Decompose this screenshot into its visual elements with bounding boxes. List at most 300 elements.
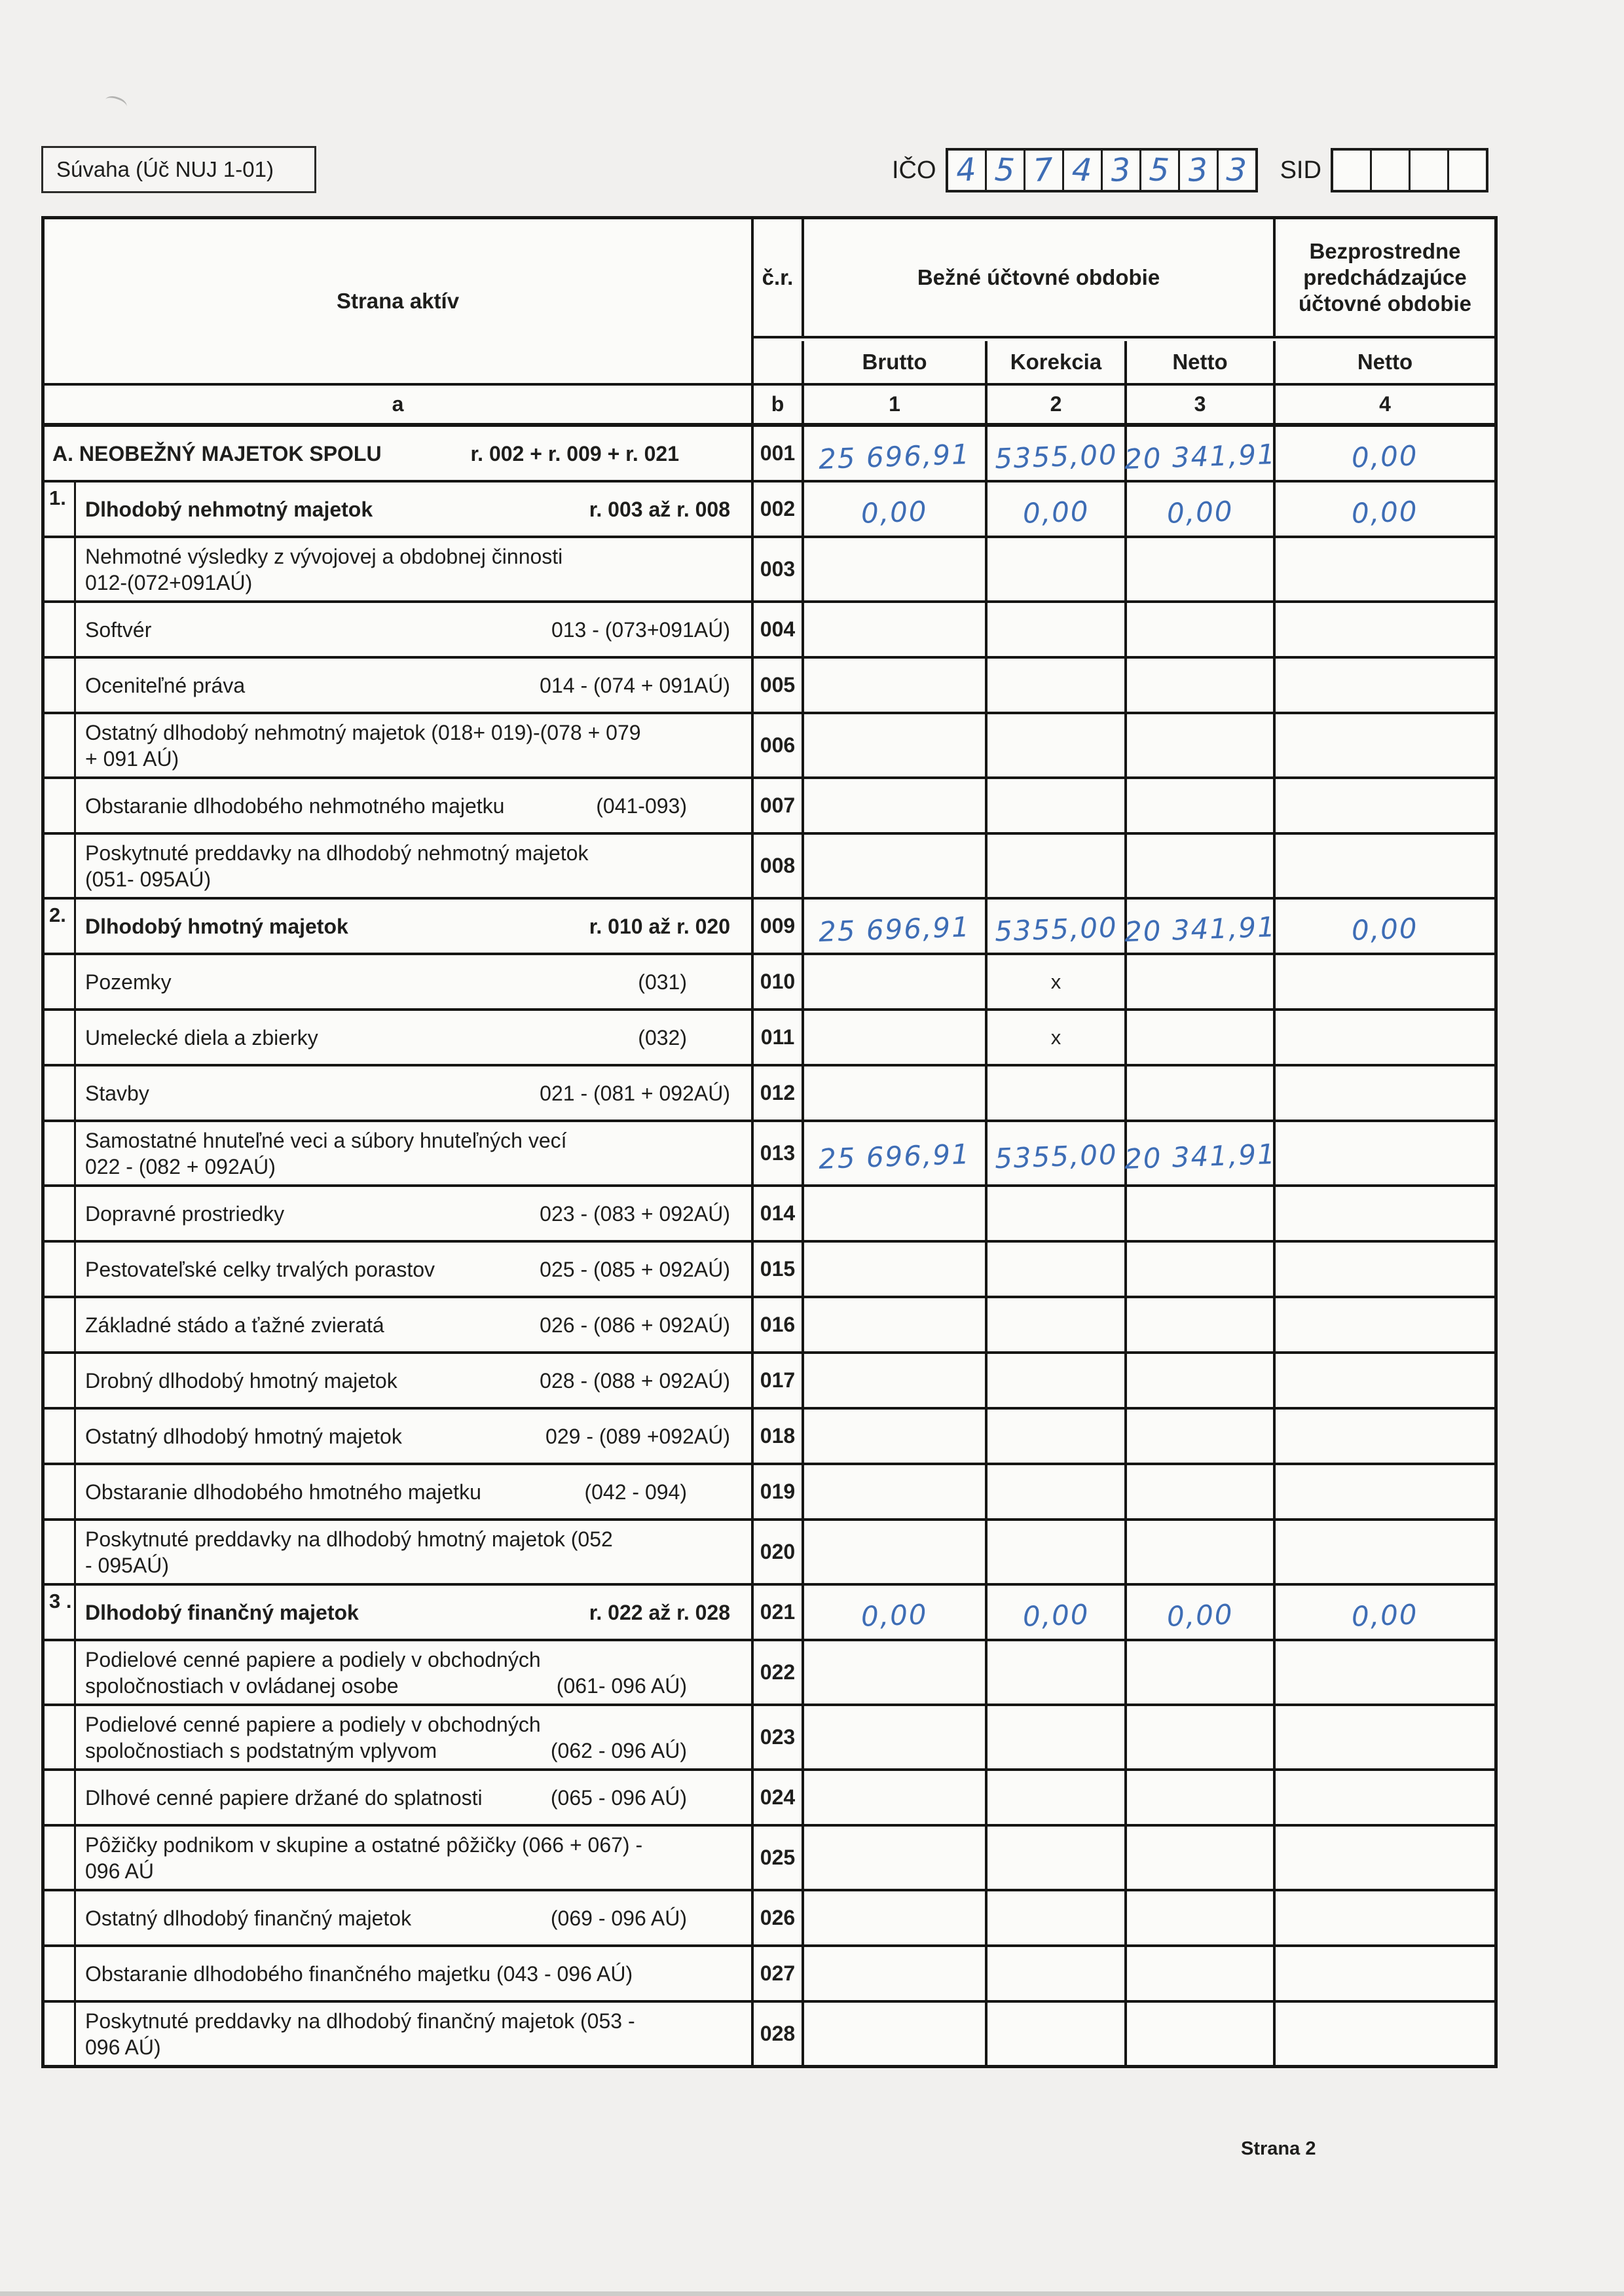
- row-section-index: [45, 659, 76, 712]
- table-body: [45, 427, 1494, 2065]
- row-number: 019: [754, 1465, 804, 1518]
- not-applicable-mark: x: [1050, 1025, 1061, 1049]
- row-number: 021: [754, 1586, 804, 1639]
- handwritten-value: 0,00: [1022, 495, 1090, 530]
- value-cell: [1127, 1521, 1276, 1583]
- row-number: 023: [754, 1706, 804, 1768]
- value-cell: [987, 1947, 1127, 2000]
- table-row: [45, 538, 1494, 603]
- row-label-cell: [76, 1122, 754, 1184]
- value-cell: [987, 1465, 1127, 1518]
- row-label: Dlhodobý hmotný majetok: [85, 914, 348, 938]
- row-section-index: 3 .: [45, 1586, 76, 1639]
- digit-box: [1333, 151, 1372, 190]
- value-cell: [804, 538, 987, 600]
- row-label-cell: [76, 1521, 754, 1583]
- value-cell: [987, 1066, 1127, 1120]
- table-row: [45, 2003, 1494, 2065]
- table-row: [45, 1521, 1494, 1586]
- row-number: 012: [754, 1066, 804, 1120]
- row-number: 028: [754, 2003, 804, 2065]
- value-cell: [804, 1771, 987, 1824]
- value-cell: [1123, 900, 1277, 953]
- row-label: Dlhové cenné papiere držané do splatnosti: [85, 1785, 483, 1810]
- table-row: [45, 1298, 1494, 1354]
- row-label: Pestovateľské celky trvalých porastov: [85, 1257, 435, 1281]
- table-row: [45, 714, 1494, 779]
- digit-box: [1025, 151, 1064, 190]
- row-label-cell: [76, 1298, 754, 1351]
- row-label-cell: [76, 2003, 754, 2065]
- value-cell: [804, 1947, 987, 2000]
- row-label-line2: (051- 095AÚ): [85, 867, 212, 891]
- value-cell: [804, 1891, 987, 1944]
- row-number: 003: [754, 538, 804, 600]
- row-account-formula: (041-093): [596, 793, 687, 818]
- value-cell: [987, 427, 1127, 480]
- value-cell: [804, 779, 987, 832]
- value-cell: [987, 1641, 1127, 1704]
- row-label-line2: 022 - (082 + 092AÚ): [85, 1154, 276, 1178]
- value-cell: [1276, 538, 1494, 600]
- handwritten-digit: 3: [1225, 151, 1248, 189]
- row-number: 017: [754, 1354, 804, 1407]
- row-label-line2: 012-(072+091AÚ): [85, 570, 253, 594]
- row-label-line2: + 091 AÚ): [85, 746, 179, 771]
- row-section-index: [45, 1298, 76, 1351]
- row-account-formula: (042 - 094): [584, 1480, 687, 1504]
- column-letter-row: [45, 386, 1494, 427]
- header-row-number: č.r.: [754, 219, 804, 338]
- value-cell: [1127, 1771, 1276, 1824]
- row-section-index: [45, 1827, 76, 1889]
- row-label-cell: [76, 1706, 754, 1768]
- row-section-index: [45, 835, 76, 897]
- value-cell: [804, 1243, 987, 1296]
- value-cell: [1276, 1410, 1494, 1463]
- col-letter-b: b: [754, 386, 804, 423]
- row-label-line2: - 095AÚ): [85, 1553, 170, 1577]
- value-cell: [987, 538, 1127, 600]
- header-previous-line2: predchádzajúce: [1303, 265, 1467, 289]
- row-label-cell: [76, 714, 754, 776]
- value-cell: [1127, 1947, 1276, 2000]
- value-cell: [1276, 1354, 1494, 1407]
- row-section-index: [45, 538, 76, 600]
- row-label: Drobný dlhodobý hmotný majetok: [85, 1368, 397, 1393]
- value-cell: [1127, 1298, 1276, 1351]
- form-title-box: [41, 146, 316, 193]
- table-row: [45, 1066, 1494, 1122]
- row-number: 004: [754, 603, 804, 656]
- row-label-line2: spoločnostiach v ovládanej osobe: [85, 1673, 399, 1698]
- row-section-index: [45, 714, 76, 776]
- sid-boxes: [1331, 148, 1488, 192]
- row-number: 014: [754, 1187, 804, 1240]
- value-cell: [1276, 1187, 1494, 1240]
- row-label: Oceniteľné práva: [85, 673, 246, 697]
- row-section-index: [45, 1410, 76, 1463]
- value-cell: [1123, 1122, 1277, 1184]
- handwritten-digit: 5: [1148, 151, 1171, 189]
- row-label-cell: [76, 1187, 754, 1240]
- row-label-cell: [76, 835, 754, 897]
- row-account-formula: 021 - (081 + 092AÚ): [540, 1081, 730, 1105]
- value-cell: [1276, 1465, 1494, 1518]
- row-account-formula: 025 - (085 + 092AÚ): [540, 1257, 730, 1281]
- row-section-index: [45, 603, 76, 656]
- value-cell: [987, 603, 1127, 656]
- value-cell: [1276, 1298, 1494, 1351]
- value-cell: [804, 1187, 987, 1240]
- row-section-index: [45, 1641, 76, 1704]
- row-label-cell: [76, 1947, 754, 2000]
- value-cell: [1127, 1827, 1276, 1889]
- table-row: [45, 1465, 1494, 1521]
- handwritten-digit: 7: [1032, 151, 1055, 189]
- value-cell: [1276, 1706, 1494, 1768]
- handwritten-digit: 5: [993, 151, 1016, 189]
- digit-box: [1219, 151, 1255, 190]
- row-section-index: [45, 1891, 76, 1944]
- value-cell: [804, 1465, 987, 1518]
- value-cell: [804, 900, 987, 953]
- handwritten-value: 20 341,91: [1123, 1137, 1277, 1176]
- value-cell: [804, 1827, 987, 1889]
- value-cell: [804, 1066, 987, 1120]
- row-label: Dopravné prostriedky: [85, 1201, 285, 1226]
- header-netto: Netto: [1127, 341, 1276, 383]
- row-number: 013: [754, 1122, 804, 1184]
- handwritten-digit: 3: [1187, 151, 1209, 189]
- row-label: Dlhodobý finančný majetok: [85, 1600, 359, 1624]
- page-number: Strana 2: [1241, 2138, 1316, 2159]
- value-cell: [1276, 1243, 1494, 1296]
- table-row: [45, 779, 1494, 835]
- value-cell: [1127, 538, 1276, 600]
- row-label-cell: [76, 900, 754, 953]
- value-cell: [987, 2003, 1127, 2065]
- table-row: [45, 835, 1494, 900]
- value-cell: [1127, 1410, 1276, 1463]
- value-cell: [1127, 1586, 1276, 1639]
- row-label-cell: [76, 1465, 754, 1518]
- value-cell: [1127, 1891, 1276, 1944]
- row-account-formula: (069 - 096 AÚ): [550, 1906, 687, 1930]
- row-label: Softvér: [85, 617, 152, 642]
- handwritten-digit: 4: [955, 151, 978, 189]
- value-cell: [987, 955, 1127, 1008]
- row-number: 001: [754, 427, 804, 480]
- value-cell: [804, 955, 987, 1008]
- table-row: [45, 1011, 1494, 1066]
- digit-box: [1449, 151, 1486, 190]
- value-cell: [1276, 1586, 1494, 1639]
- row-number: 010: [754, 955, 804, 1008]
- value-cell: [1127, 1706, 1276, 1768]
- row-label: Obstaranie dlhodobého finančného majetku (043 - 096 AÚ): [85, 1961, 633, 1986]
- digit-box: [948, 151, 987, 190]
- digit-box: [987, 151, 1025, 190]
- header-previous-line1: Bezprostredne: [1309, 239, 1461, 263]
- row-account-formula: (031): [638, 970, 687, 994]
- value-cell: [987, 714, 1127, 776]
- handwritten-value: 0,00: [1166, 1598, 1234, 1633]
- row-account-formula: 029 - (089 +092AÚ): [545, 1424, 730, 1448]
- row-number: 020: [754, 1521, 804, 1583]
- row-label-cell: [76, 1586, 754, 1639]
- row-section-index: 2.: [45, 900, 76, 953]
- value-cell: [1276, 955, 1494, 1008]
- header-brutto: Brutto: [804, 341, 987, 383]
- value-cell: [1127, 1243, 1276, 1296]
- handwritten-value: 5355,00: [993, 438, 1118, 475]
- row-label-cell: [76, 1066, 754, 1120]
- handwritten-value: 25 696,91: [818, 437, 971, 476]
- row-section-index: [45, 2003, 76, 2065]
- row-account-formula: 014 - (074 + 091AÚ): [540, 673, 730, 697]
- value-cell: [804, 1298, 987, 1351]
- row-section-index: [45, 1011, 76, 1064]
- value-cell: [987, 1187, 1127, 1240]
- value-cell: [804, 603, 987, 656]
- row-label: Základné stádo a ťažné zvieratá: [85, 1313, 384, 1337]
- col-number-3: 3: [1127, 386, 1276, 423]
- row-account-formula: (032): [638, 1025, 687, 1049]
- table-row: [45, 1771, 1494, 1827]
- value-cell: [987, 1298, 1127, 1351]
- value-cell: [987, 1354, 1127, 1407]
- row-account-formula: r. 022 až r. 028: [589, 1600, 730, 1624]
- value-cell: [1276, 1891, 1494, 1944]
- col-number-1: 1: [804, 386, 987, 423]
- value-cell: [1127, 1066, 1276, 1120]
- row-number: 016: [754, 1298, 804, 1351]
- digit-box: [1180, 151, 1219, 190]
- row-label: Podielové cenné papiere a podiely v obchodných: [85, 1647, 541, 1671]
- value-cell: [1123, 427, 1277, 480]
- row-label-line2: 096 AÚ): [85, 2035, 161, 2059]
- table-row: [45, 1706, 1494, 1771]
- handwritten-value: 5355,00: [993, 1138, 1118, 1175]
- digit-box: [1064, 151, 1103, 190]
- value-cell: [1276, 1827, 1494, 1889]
- table-row: [45, 659, 1494, 714]
- handwritten-value: 0,00: [1351, 495, 1419, 530]
- row-number: 007: [754, 779, 804, 832]
- value-cell: [1276, 714, 1494, 776]
- digit-box: [1411, 151, 1449, 190]
- row-label-cell: [76, 1641, 754, 1704]
- value-cell: [1276, 603, 1494, 656]
- value-cell: [987, 483, 1127, 536]
- row-label-cell: [76, 603, 754, 656]
- digit-box: [1103, 151, 1141, 190]
- handwritten-value: 0,00: [1166, 495, 1234, 530]
- row-number: 006: [754, 714, 804, 776]
- row-label-cell: [45, 427, 754, 480]
- row-label-cell: [76, 538, 754, 600]
- row-label-cell: [76, 1891, 754, 1944]
- form-title: Súvaha (Úč NUJ 1-01): [56, 157, 274, 181]
- value-cell: [1127, 1011, 1276, 1064]
- row-label-cell: [76, 659, 754, 712]
- pen-mark-artifact: [103, 94, 128, 113]
- value-cell: [804, 427, 987, 480]
- value-cell: [1127, 714, 1276, 776]
- value-cell: [1276, 1011, 1494, 1064]
- row-number: 008: [754, 835, 804, 897]
- row-label-cell: [76, 1771, 754, 1824]
- row-account-formula: (061- 096 AÚ): [556, 1673, 687, 1698]
- value-cell: [1127, 659, 1276, 712]
- row-section-index: 1.: [45, 483, 76, 536]
- handwritten-value: 25 696,91: [818, 1137, 971, 1176]
- handwritten-value: 5355,00: [993, 911, 1118, 948]
- handwritten-digit: 4: [1071, 151, 1094, 189]
- row-label: Poskytnuté preddavky na dlhodobý nehmotný majetok: [85, 841, 589, 865]
- value-cell: [804, 835, 987, 897]
- value-cell: [987, 1243, 1127, 1296]
- row-label-cell: [76, 1011, 754, 1064]
- row-account-formula: 013 - (073+091AÚ): [551, 617, 730, 642]
- handwritten-value: 0,00: [860, 1598, 929, 1633]
- header-strana-aktiv: Strana aktív: [45, 219, 754, 383]
- value-cell: [1276, 779, 1494, 832]
- row-label-cell: [76, 1354, 754, 1407]
- not-applicable-mark: x: [1050, 970, 1061, 993]
- value-cell: [987, 1706, 1127, 1768]
- table-row: [45, 427, 1494, 483]
- header-row-number-sub: [754, 341, 804, 383]
- row-label: A. NEOBEŽNÝ MAJETOK SPOLU: [52, 441, 382, 465]
- value-cell: [987, 1891, 1127, 1944]
- value-cell: [1276, 1122, 1494, 1184]
- row-number: 026: [754, 1891, 804, 1944]
- col-letter-a: a: [45, 386, 754, 423]
- value-cell: [987, 1011, 1127, 1064]
- value-cell: [1276, 1771, 1494, 1824]
- table-row: [45, 1122, 1494, 1187]
- row-label: Poskytnuté preddavky na dlhodobý hmotný majetok (052: [85, 1527, 613, 1551]
- header-current-period: Bežné účtovné obdobie: [804, 219, 1276, 338]
- row-label: Pôžičky podnikom v skupine a ostatné pôžičky (066 + 067) -: [85, 1832, 643, 1857]
- row-number: 018: [754, 1410, 804, 1463]
- handwritten-digit: 3: [1109, 151, 1132, 189]
- row-account-formula: (065 - 096 AÚ): [550, 1785, 687, 1810]
- value-cell: [1276, 659, 1494, 712]
- row-number: 002: [754, 483, 804, 536]
- row-number: 011: [754, 1011, 804, 1064]
- value-cell: [804, 1410, 987, 1463]
- ico-boxes: [946, 148, 1258, 192]
- row-number: 005: [754, 659, 804, 712]
- row-label: Nehmotné výsledky z vývojovej a obdobnej činnosti: [85, 544, 563, 568]
- row-section-index: [45, 1354, 76, 1407]
- row-section-index: [45, 1187, 76, 1240]
- value-cell: [1276, 1521, 1494, 1583]
- value-cell: [804, 483, 987, 536]
- row-number: 015: [754, 1243, 804, 1296]
- row-section-index: [45, 1243, 76, 1296]
- value-cell: [987, 1586, 1127, 1639]
- value-cell: [804, 659, 987, 712]
- handwritten-value: 0,00: [860, 495, 929, 530]
- value-cell: [1127, 1641, 1276, 1704]
- row-number: 027: [754, 1947, 804, 2000]
- row-section-index: [45, 1465, 76, 1518]
- row-label: Ostatný dlhodobý hmotný majetok: [85, 1424, 402, 1448]
- row-number: 024: [754, 1771, 804, 1824]
- row-section-index: [45, 1947, 76, 2000]
- row-account-formula: r. 002 + r. 009 + r. 021: [470, 441, 679, 465]
- table-row: [45, 1947, 1494, 2003]
- handwritten-value: 0,00: [1351, 1598, 1419, 1633]
- row-section-index: [45, 1706, 76, 1768]
- ico-sid-row: [892, 148, 1488, 192]
- value-cell: [1276, 2003, 1494, 2065]
- row-label: Ostatný dlhodobý finančný majetok: [85, 1906, 412, 1930]
- value-cell: [804, 1354, 987, 1407]
- table-row: [45, 1187, 1494, 1243]
- value-cell: [1127, 603, 1276, 656]
- value-cell: [987, 835, 1127, 897]
- value-cell: [1127, 835, 1276, 897]
- row-section-index: [45, 1066, 76, 1120]
- col-number-4: 4: [1379, 392, 1391, 416]
- handwritten-value: 0,00: [1351, 439, 1419, 474]
- digit-box: [1141, 151, 1180, 190]
- row-section-index: [45, 1122, 76, 1184]
- handwritten-value: 20 341,91: [1123, 437, 1277, 476]
- value-cell: [1276, 1641, 1494, 1704]
- row-label-line2: spoločnostiach s podstatným vplyvom: [85, 1738, 437, 1762]
- header-korekcia: Korekcia: [987, 341, 1127, 383]
- header-previous-line3: účtovné obdobie: [1299, 291, 1471, 316]
- row-label: Stavby: [85, 1081, 149, 1105]
- row-label-cell: [76, 1243, 754, 1296]
- value-cell: [1127, 1465, 1276, 1518]
- header-netto-previous: Netto: [1357, 350, 1413, 374]
- table-row: [45, 1243, 1494, 1298]
- value-cell: [1276, 427, 1494, 480]
- row-account-formula: 023 - (083 + 092AÚ): [540, 1201, 730, 1226]
- value-cell: [804, 1706, 987, 1768]
- table-row: [45, 1641, 1494, 1706]
- value-cell: [1276, 835, 1494, 897]
- value-cell: [1127, 1354, 1276, 1407]
- row-label: Obstaranie dlhodobého hmotného majetku: [85, 1480, 481, 1504]
- value-cell: [1127, 2003, 1276, 2065]
- value-cell: [987, 1410, 1127, 1463]
- row-label: Dlhodobý nehmotný majetok: [85, 497, 373, 521]
- value-cell: [1127, 779, 1276, 832]
- sid-label: SID: [1280, 156, 1321, 184]
- value-cell: [1127, 955, 1276, 1008]
- ico-label: IČO: [892, 156, 936, 184]
- row-label: Samostatné hnuteľné veci a súbory hnuteľných vecí: [85, 1128, 567, 1152]
- handwritten-value: 25 696,91: [818, 910, 971, 949]
- table-header: [45, 219, 1494, 386]
- row-label: Pozemky: [85, 970, 172, 994]
- row-number: 009: [754, 900, 804, 953]
- value-cell: [804, 2003, 987, 2065]
- digit-box: [1372, 151, 1411, 190]
- scan-edge-artifact: [0, 2291, 1624, 2296]
- value-cell: [1276, 1066, 1494, 1120]
- value-cell: [804, 714, 987, 776]
- value-cell: [1276, 483, 1494, 536]
